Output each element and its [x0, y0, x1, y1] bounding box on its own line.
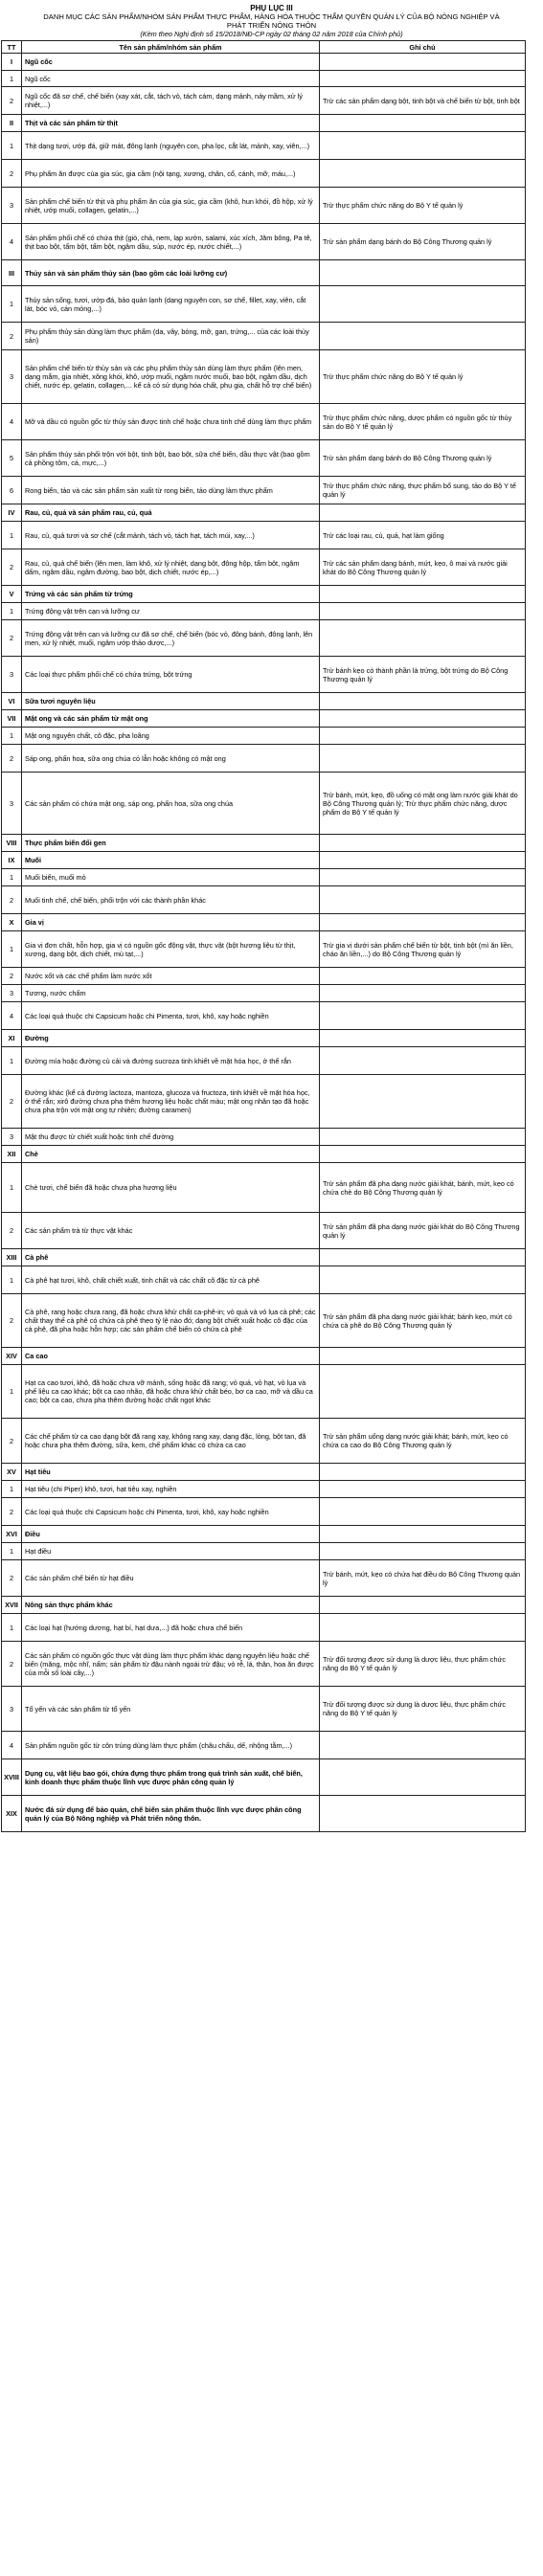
product-name: Thủy sản và sản phẩm thủy sản (bao gồm các loài lưỡng cư)	[22, 260, 320, 286]
section-row	[2, 1526, 526, 1543]
table-row	[2, 522, 526, 549]
table-row	[2, 1560, 526, 1597]
product-name: Thủy sản sống, tươi, ướp đá, bảo quản lạnh (dạng nguyên con, sơ chế, fillet, xay, viên, cắt lát, bóc vỏ, cán mỏng,...)	[22, 286, 320, 323]
note-cell: Trừ sản phẩm dạng bánh do Bộ Công Thương quản lý	[320, 440, 526, 477]
product-name: Sáp ong, phấn hoa, sữa ong chúa có lẫn hoặc không có mật ong	[22, 745, 320, 773]
row-number: 3	[2, 188, 22, 224]
note-cell: Trừ thực phẩm chức năng, dược phẩm có nguồn gốc từ thủy sản do Bộ Y tế quản lý	[320, 404, 526, 440]
table-row	[2, 1419, 526, 1464]
note-cell: Trừ sản phẩm đã pha dạng nước giải khát; bánh kẹo, mứt có chứa cà phê do Bộ Công Thương quản lý	[320, 1294, 526, 1348]
product-name: Chè	[22, 1146, 320, 1163]
note-cell	[320, 1464, 526, 1481]
note-cell	[320, 1047, 526, 1075]
product-name: Thịt dạng tươi, ướp đá, giữ mát, đông lạnh (nguyên con, pha lọc, cắt lát, mảnh, xay, viên,...)	[22, 132, 320, 160]
table-row	[2, 132, 526, 160]
row-number: X	[2, 914, 22, 931]
row-number: 3	[2, 773, 22, 835]
table-row	[2, 1213, 526, 1249]
note-cell	[320, 745, 526, 773]
note-cell	[320, 1365, 526, 1419]
header-note: Ghi chú	[320, 41, 526, 54]
note-cell: Trừ gia vị dưới sản phẩm chế biến từ bột, tinh bột (mì ăn liền, cháo ăn liền,...) do Bộ Công Thương quản lý	[320, 931, 526, 968]
table-row	[2, 1543, 526, 1560]
table-row	[2, 87, 526, 115]
table-row	[2, 968, 526, 985]
note-cell: Trừ bánh, mứt, kẹo, đồ uống có mật ong làm nước giải khát do Bộ Công Thương quản lý; Trừ thực phẩm chức năng, dược phẩm do Bộ Y tế quản lý	[320, 773, 526, 835]
row-number: 2	[2, 1642, 22, 1687]
section-row	[2, 1796, 526, 1832]
note-cell	[320, 985, 526, 1002]
table-row	[2, 1614, 526, 1642]
table-row	[2, 440, 526, 477]
row-number: 1	[2, 132, 22, 160]
product-name: Gia vị	[22, 914, 320, 931]
row-number: 2	[2, 87, 22, 115]
section-row	[2, 1030, 526, 1047]
table-row	[2, 985, 526, 1002]
product-name: Các sản phẩm có chứa mật ong, sáp ong, phấn hoa, sữa ong chúa	[22, 773, 320, 835]
row-number: 1	[2, 1543, 22, 1560]
note-cell	[320, 1266, 526, 1294]
header-name: Tên sản phẩm/nhóm sản phẩm	[22, 41, 320, 54]
note-cell: Trừ đối tượng được sử dụng là dược liệu, thực phẩm chức năng do Bộ Y tế quản lý	[320, 1642, 526, 1687]
row-number: XV	[2, 1464, 22, 1481]
row-number: 1	[2, 1047, 22, 1075]
row-number: XIX	[2, 1796, 22, 1832]
product-name: Đường khác (kể cả đường lactoza, mantoza, glucoza và fructoza, tinh khiết về mặt hóa học, ở thể rắn; xirô đường chưa pha thêm hương liệu hoặc chất màu; mật ong nhân tạo đã hoặc chưa pha trộn với mật ong tự nhiên; đường caramen)	[22, 1075, 320, 1129]
row-number: VIII	[2, 835, 22, 852]
row-number: 4	[2, 224, 22, 260]
table-row	[2, 404, 526, 440]
row-number: 1	[2, 71, 22, 87]
row-number: 4	[2, 1732, 22, 1759]
table-row	[2, 745, 526, 773]
note-cell	[320, 504, 526, 522]
row-number: 2	[2, 1419, 22, 1464]
section-row	[2, 852, 526, 869]
row-number: II	[2, 115, 22, 132]
product-name: Cà phê	[22, 1249, 320, 1266]
note-cell: Trừ bánh, mứt, kẹo có chứa hạt điều do Bộ Công Thương quản lý	[320, 1560, 526, 1597]
row-number: 4	[2, 1002, 22, 1030]
row-number: XIV	[2, 1348, 22, 1365]
table-row	[2, 286, 526, 323]
product-name: Các chế phẩm từ ca cao dạng bột đã rang xay, không rang xay, dạng đặc, lỏng, bột tan, đã hoặc chưa pha thêm đường, sữa, kem, chế phẩm khác có chứa ca cao	[22, 1419, 320, 1464]
note-cell	[320, 1075, 526, 1129]
product-name: Thịt và các sản phẩm từ thịt	[22, 115, 320, 132]
table-row	[2, 620, 526, 657]
product-table	[1, 40, 526, 1832]
note-cell: Trừ sản phẩm đã pha dạng nước giải khát, bánh, mứt, kẹo có chứa chè do Bộ Công Thương quản lý	[320, 1163, 526, 1213]
note-cell	[320, 710, 526, 728]
product-name: Trứng và các sản phẩm từ trứng	[22, 586, 320, 603]
section-row	[2, 1464, 526, 1481]
row-number: 2	[2, 1075, 22, 1129]
product-name: Cà phê hạt tươi, khô, chất chiết xuất, tinh chất và các chất cô đặc từ cà phê	[22, 1266, 320, 1294]
row-number: 6	[2, 477, 22, 504]
note-cell	[320, 1129, 526, 1146]
note-cell	[320, 1030, 526, 1047]
note-cell	[320, 869, 526, 886]
product-name: Nông sản thực phẩm khác	[22, 1597, 320, 1614]
product-name: Sản phẩm chế biến từ thịt và phụ phẩm ăn của gia súc, gia cầm (khô, hun khói, đồ hộp, xử lý nhiệt, ướp muối, collagen, gelatin,...)	[22, 188, 320, 224]
note-cell	[320, 728, 526, 745]
product-name: Các loại quả thuộc chi Capsicum hoặc chi Pimenta, tươi, khô, xay hoặc nghiền	[22, 1002, 320, 1030]
row-number: VII	[2, 710, 22, 728]
product-name: Muối	[22, 852, 320, 869]
note-cell	[320, 620, 526, 657]
table-row	[2, 160, 526, 188]
note-cell	[320, 1498, 526, 1526]
table-row	[2, 931, 526, 968]
product-name: Ngũ cốc đã sơ chế, chế biến (xay xát, cắt, tách vỏ, tách cám, dạng mảnh, nảy mầm, xử lý nhiệt,...)	[22, 87, 320, 115]
section-row	[2, 1146, 526, 1163]
section-row	[2, 1348, 526, 1365]
row-number: IX	[2, 852, 22, 869]
row-number: 2	[2, 886, 22, 914]
row-number: 2	[2, 323, 22, 350]
product-name: Mỡ và dầu có nguồn gốc từ thủy sản được tinh chế hoặc chưa tinh chế dùng làm thực phẩm	[22, 404, 320, 440]
product-name: Hạt tiêu	[22, 1464, 320, 1481]
product-name: Sản phẩm chế biến từ thủy sản và các phụ phẩm thủy sản dùng làm thực phẩm (lên men, dạng mắm, gia nhiệt, xông khói, khô, ướp muối, ngâm nước muối, bao bột, ngâm dầu, dịch chiết, nước ép, gelatin, collagen,... kể cả có sử dụng hóa chất, phụ gia, chất hỗ trợ chế biến)	[22, 350, 320, 404]
header-tt: TT	[2, 41, 22, 54]
table-row	[2, 657, 526, 693]
product-name: Trứng động vật trên cạn và lưỡng cư	[22, 603, 320, 620]
table-row	[2, 1365, 526, 1419]
note-cell: Trừ các sản phẩm dạng bột, tinh bột và chế biến từ bột, tinh bột	[320, 87, 526, 115]
note-cell	[320, 54, 526, 71]
product-name: Mật ong nguyên chất, cô đặc, pha loãng	[22, 728, 320, 745]
note-cell	[320, 132, 526, 160]
row-number: 1	[2, 1614, 22, 1642]
row-number: 2	[2, 620, 22, 657]
row-number: XVII	[2, 1597, 22, 1614]
row-number: 1	[2, 286, 22, 323]
section-row	[2, 1249, 526, 1266]
product-name: Rau, củ, quả và sản phẩm rau, củ, quả	[22, 504, 320, 522]
product-name: Trứng động vật trên cạn và lưỡng cư đã sơ chế, chế biến (bóc vỏ, đông bánh, đông lạnh, lên men, xử lý nhiệt, muối, ngâm ướp thảo dược,...)	[22, 620, 320, 657]
section-row	[2, 1759, 526, 1796]
note-cell	[320, 1796, 526, 1832]
product-name: Thực phẩm biến đổi gen	[22, 835, 320, 852]
section-row	[2, 835, 526, 852]
section-row	[2, 693, 526, 710]
product-name: Rau, củ, quả tươi và sơ chế (cắt mảnh, tách vỏ, tách hạt, tách múi, xay,...)	[22, 522, 320, 549]
table-row	[2, 1732, 526, 1759]
row-number: 3	[2, 1129, 22, 1146]
product-name: Ca cao	[22, 1348, 320, 1365]
product-name: Chè tươi, chế biến đã hoặc chưa pha hương liệu	[22, 1163, 320, 1213]
product-name: Các loại thực phẩm phối chế có chứa trứng, bột trứng	[22, 657, 320, 693]
table-row	[2, 1129, 526, 1146]
note-cell	[320, 1526, 526, 1543]
table-row	[2, 603, 526, 620]
table-row	[2, 1266, 526, 1294]
row-number: 5	[2, 440, 22, 477]
note-cell: Trừ đối tượng được sử dụng là dược liệu, thực phẩm chức năng do Bộ Y tế quản lý	[320, 1687, 526, 1732]
product-name: Mật thu được từ chiết xuất hoặc tinh chế đường	[22, 1129, 320, 1146]
table-row	[2, 1481, 526, 1498]
product-name: Dụng cụ, vật liệu bao gói, chứa đựng thực phẩm trong quá trình sản xuất, chế biến, kinh doanh thực phẩm thuộc lĩnh vực được phân công quản lý	[22, 1759, 320, 1796]
table-row	[2, 1687, 526, 1732]
section-row	[2, 710, 526, 728]
product-name: Tổ yến và các sản phẩm từ tổ yến	[22, 1687, 320, 1732]
section-row	[2, 54, 526, 71]
product-name: Nước đá sử dụng để bảo quản, chế biến sản phẩm thuộc lĩnh vực được phân công quản lý của Bộ Nông nghiệp và Phát triển nông thôn.	[22, 1796, 320, 1832]
row-number: XIII	[2, 1249, 22, 1266]
row-number: V	[2, 586, 22, 603]
note-cell	[320, 1597, 526, 1614]
product-name: Các sản phẩm có nguồn gốc thực vật dùng làm thực phẩm khác dạng nguyên liệu hoặc chế biến (măng, mộc nhĩ, nấm; sản phẩm từ đậu nành ngoài trừ đậu; vỏ rễ, lá, thân, hoa ăn được của mỗi số loài cây,...)	[22, 1642, 320, 1687]
table-row	[2, 773, 526, 835]
note-cell	[320, 586, 526, 603]
row-number: 3	[2, 1687, 22, 1732]
note-cell	[320, 286, 526, 323]
note-cell: Trừ sản phẩm dạng bánh do Bộ Công Thương quản lý	[320, 224, 526, 260]
row-number: XVI	[2, 1526, 22, 1543]
product-name: Sản phẩm thủy sản phối trộn với bột, tinh bột, bao bột, sữa chế biến, dầu thực vật (bao gồm cả phồng tôm, cá, mực,...)	[22, 440, 320, 477]
row-number: 1	[2, 1266, 22, 1294]
row-number: 1	[2, 869, 22, 886]
note-cell	[320, 1732, 526, 1759]
row-number: I	[2, 54, 22, 71]
product-name: Hạt điều	[22, 1543, 320, 1560]
product-name: Sữa tươi nguyên liệu	[22, 693, 320, 710]
row-number: IV	[2, 504, 22, 522]
product-name: Ngũ cốc	[22, 71, 320, 87]
row-number: 2	[2, 549, 22, 586]
note-cell	[320, 835, 526, 852]
product-name: Đường	[22, 1030, 320, 1047]
table-row	[2, 188, 526, 224]
row-number: 1	[2, 1163, 22, 1213]
product-name: Rong biển, tảo và các sản phẩm sản xuất từ rong biển, tảo dùng làm thực phẩm	[22, 477, 320, 504]
document-header	[0, 4, 543, 38]
table-row	[2, 1294, 526, 1348]
table-row	[2, 1047, 526, 1075]
product-name: Nước xốt và các chế phẩm làm nước xốt	[22, 968, 320, 985]
note-cell: Trừ các sản phẩm dạng bánh, mứt, kẹo, ô mai và nước giải khát do Bộ Công Thương quản lý	[320, 549, 526, 586]
note-cell	[320, 1614, 526, 1642]
note-cell	[320, 603, 526, 620]
product-name: Các sản phẩm chế biến từ hạt điều	[22, 1560, 320, 1597]
table-row	[2, 1075, 526, 1129]
note-cell	[320, 886, 526, 914]
product-name: Hạt ca cao tươi, khô, đã hoặc chưa vỡ mảnh, sống hoặc đã rang; vỏ quả, vỏ hạt, vỏ lụa và phế liệu ca cao khác; bột ca cao nhão, đã hoặc chưa khử chất béo, bơ ca cao, mỡ và dầu ca cao; bột ca cao, chưa pha thêm đường hoặc chất ngọt khác	[22, 1365, 320, 1419]
note-cell	[320, 693, 526, 710]
product-name: Các loại quả thuộc chi Capsicum hoặc chi Pimenta, tươi, khô, xay hoặc nghiền	[22, 1498, 320, 1526]
row-number: 2	[2, 968, 22, 985]
note-cell	[320, 968, 526, 985]
product-name: Rau, củ, quả chế biến (lên men, làm khô, xử lý nhiệt, dạng bột, đông hộp, tẩm bột, ngâm dấm, ngâm dầu, ngâm đường, bao bột, dịch chiết, nước ép,...)	[22, 549, 320, 586]
row-number: 2	[2, 1498, 22, 1526]
note-cell: Trừ bánh kẹo có thành phần là trứng, bột trứng do Bộ Công Thương quản lý	[320, 657, 526, 693]
product-name: Hạt tiêu (chi Piper) khô, tươi, hạt tiêu xay, nghiền	[22, 1481, 320, 1498]
section-row	[2, 115, 526, 132]
product-name: Phụ phẩm ăn được của gia súc, gia cầm (nội tạng, xương, chân, cổ, cánh, mỡ, máu,...)	[22, 160, 320, 188]
note-cell	[320, 852, 526, 869]
product-name: Cà phê, rang hoặc chưa rang, đã hoặc chưa khử chất ca-phê-in; vỏ quả và vỏ lụa cà phê; các chất thay thế cà phê có chứa cà phê theo tỷ lệ nào đó; dạng bột chiết xuất hoặc cô đặc của cà phê, đã pha hoặc hỗn hợp; các sản phẩm chế biến có chứa cà phê	[22, 1294, 320, 1348]
note-cell: Trừ thực phẩm chức năng do Bộ Y tế quản lý	[320, 350, 526, 404]
row-number: 1	[2, 931, 22, 968]
appendix-subtitle: DANH MỤC CÁC SẢN PHẨM/NHÓM SẢN PHẨM THỰC PHẨM, HÀNG HÓA THUỘC THẨM QUYỀN QUẢN LÝ CỦA BỘ NÔNG NGHIỆP VÀ PHÁT TRIỂN NÔNG THÔN	[43, 12, 500, 30]
table-row	[2, 1002, 526, 1030]
row-number: 1	[2, 1481, 22, 1498]
table-row	[2, 1163, 526, 1213]
section-row	[2, 1597, 526, 1614]
row-number: 4	[2, 404, 22, 440]
table-row	[2, 350, 526, 404]
note-cell	[320, 115, 526, 132]
note-cell	[320, 914, 526, 931]
row-number: 3	[2, 657, 22, 693]
product-name: Ngũ cốc	[22, 54, 320, 71]
product-name: Các loại hạt (hướng dương, hạt bí, hạt dưa,...) đã hoặc chưa chế biến	[22, 1614, 320, 1642]
table-row	[2, 1642, 526, 1687]
section-row	[2, 586, 526, 603]
note-cell: Trừ thực phẩm chức năng, thực phẩm bổ sung, tảo do Bộ Y tế quản lý	[320, 477, 526, 504]
product-name: Phụ phẩm thủy sản dùng làm thực phẩm (da, vây, bóng, mỡ, gan, trứng,... của các loài thủy sản)	[22, 323, 320, 350]
note-cell	[320, 1002, 526, 1030]
product-name: Sản phẩm phối chế có chứa thịt (giò, chả, nem, lạp xưởn, salami, xúc xích, Jăm bông, Pa tê, thịt bao bột, tẩm bột, tẩm bột, ngâm dầu, súp, nước ép, nước chiết,...)	[22, 224, 320, 260]
table-row	[2, 869, 526, 886]
table-body	[2, 54, 526, 1832]
row-number: 3	[2, 350, 22, 404]
note-cell	[320, 1481, 526, 1498]
table-row	[2, 477, 526, 504]
product-name: Điều	[22, 1526, 320, 1543]
appendix-note: (Kèm theo Nghị định số 15/2018/NĐ-CP ngày 02 tháng 02 năm 2018 của Chính phủ)	[140, 30, 403, 38]
product-name: Gia vị đơn chất, hỗn hợp, gia vị có nguồn gốc động vật, thực vật (bột hương liệu từ thịt, xương, dạng bột, dịch chiết, mù tạt,...)	[22, 931, 320, 968]
row-number: 1	[2, 603, 22, 620]
table-header-row	[2, 41, 526, 54]
table-row	[2, 224, 526, 260]
product-name: Sản phẩm nguồn gốc từ côn trùng dùng làm thực phẩm (châu chấu, dế, nhộng tằm,...)	[22, 1732, 320, 1759]
row-number: VI	[2, 693, 22, 710]
row-number: 2	[2, 745, 22, 773]
note-cell	[320, 1759, 526, 1796]
table-row	[2, 549, 526, 586]
table-row	[2, 71, 526, 87]
row-number: XVIII	[2, 1759, 22, 1796]
table-row	[2, 1498, 526, 1526]
product-name: Đường mía hoặc đường củ cải và đường sucroza tinh khiết về mặt hóa học, ở thể rắn	[22, 1047, 320, 1075]
product-name: Muối tinh chế, chế biến, phối trộn với các thành phần khác	[22, 886, 320, 914]
note-cell: Trừ các loại rau, củ, quả, hạt làm giống	[320, 522, 526, 549]
row-number: 3	[2, 985, 22, 1002]
table-row	[2, 323, 526, 350]
note-cell	[320, 323, 526, 350]
row-number: III	[2, 260, 22, 286]
row-number: 2	[2, 1213, 22, 1249]
note-cell	[320, 1543, 526, 1560]
row-number: XII	[2, 1146, 22, 1163]
product-name: Mật ong và các sản phẩm từ mật ong	[22, 710, 320, 728]
note-cell: Trừ thực phẩm chức năng do Bộ Y tế quản lý	[320, 188, 526, 224]
note-cell: Trừ sản phẩm uống dạng nước giải khát; bánh, mứt, kẹo có chứa ca cao do Bộ Công Thương quản lý	[320, 1419, 526, 1464]
note-cell	[320, 1249, 526, 1266]
row-number: 1	[2, 728, 22, 745]
section-row	[2, 260, 526, 286]
note-cell	[320, 1348, 526, 1365]
appendix-title: PHỤ LỤC III	[250, 4, 293, 12]
note-cell: Trừ sản phẩm đã pha dạng nước giải khát do Bộ Công Thương quản lý	[320, 1213, 526, 1249]
note-cell	[320, 260, 526, 286]
row-number: 1	[2, 522, 22, 549]
row-number: 2	[2, 160, 22, 188]
table-row	[2, 728, 526, 745]
note-cell	[320, 71, 526, 87]
note-cell	[320, 160, 526, 188]
product-name: Các sản phẩm trà từ thực vật khác	[22, 1213, 320, 1249]
row-number: 2	[2, 1560, 22, 1597]
section-row	[2, 504, 526, 522]
row-number: 1	[2, 1365, 22, 1419]
note-cell	[320, 1146, 526, 1163]
row-number: 2	[2, 1294, 22, 1348]
row-number: XI	[2, 1030, 22, 1047]
table-row	[2, 886, 526, 914]
product-name: Muối biển, muối mỏ	[22, 869, 320, 886]
product-name: Tương, nước chấm	[22, 985, 320, 1002]
section-row	[2, 914, 526, 931]
